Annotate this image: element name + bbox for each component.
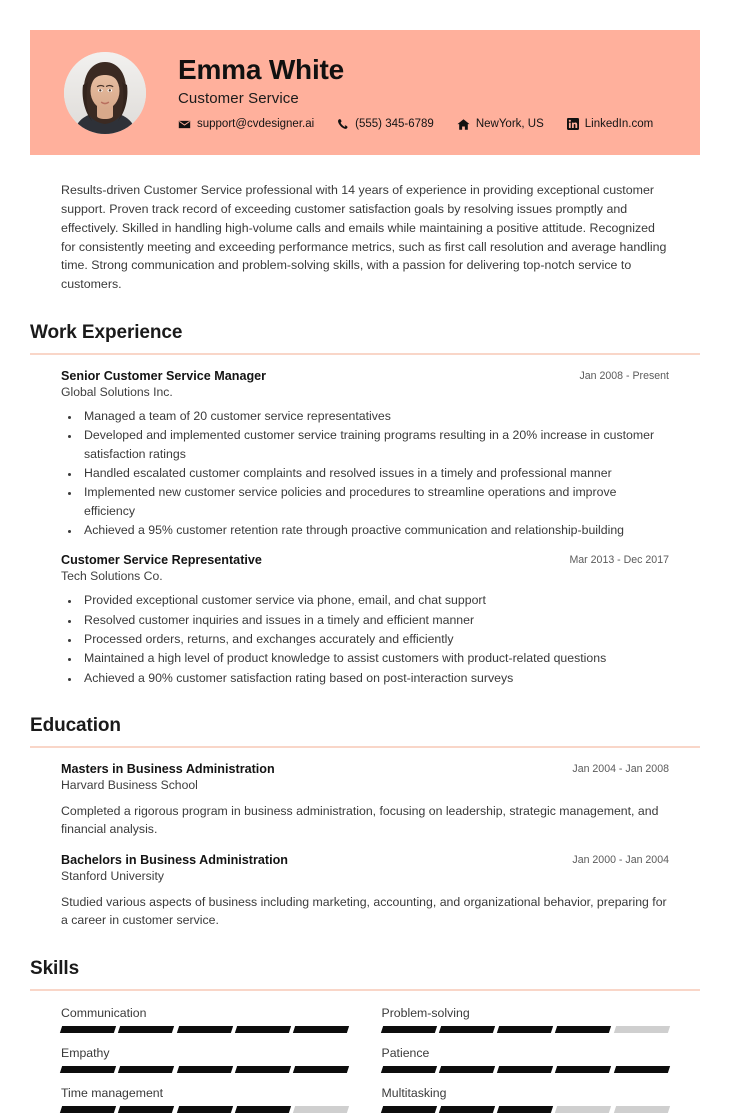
rating-segment [614,1066,671,1073]
rating-segment [555,1066,612,1073]
list-item: • Handled escalated customer complaints and resolved issues in a timely and professional manner [80,464,669,482]
rating-segment [293,1066,350,1073]
contact-phone-label: (555) 345-6789 [355,118,434,131]
work-entry-head [61,369,669,383]
phone-icon [337,118,349,131]
contact-email[interactable] [178,118,314,131]
education-entry-description: Completed a rigorous program in business administration, focusing on leadership, strategic management, and financial analysis. [61,803,659,837]
work-entry-bullets [61,407,669,539]
rating-segment [439,1106,496,1113]
list-item: • Maintained a high level of product knowledge to assist customers with product-related questions [80,649,669,667]
rating-segment [497,1106,554,1113]
rating-segment [555,1106,612,1113]
rating-segment [497,1026,554,1033]
rating-segment [235,1066,292,1073]
job-role-subtitle: Customer Service [178,89,299,107]
home-icon [457,118,470,131]
list-item: • Developed and implemented customer service training programs resulting in a 20% increase in customer satisfaction ratings [80,426,669,463]
section-skills [30,958,700,1113]
work-entry-date: Mar 2013 - Dec 2017 [569,554,669,567]
rating-segment [118,1026,175,1033]
contact-email-label: support@cvdesigner.ai [197,118,315,131]
rating-segment [60,1106,117,1113]
profile-photo-image [64,52,146,134]
section-education [30,715,700,930]
skill-rating [61,1026,349,1033]
section-divider [30,989,700,991]
skill-rating [382,1106,670,1113]
rating-segment [118,1066,175,1073]
skill-name: Communication [61,1005,147,1020]
rating-segment [614,1106,671,1113]
page-title: Emma White [178,54,345,86]
rating-segment [235,1106,292,1113]
section-title-work-experience: Work Experience [30,322,183,344]
rating-segment [118,1106,175,1113]
work-entry-head [61,553,669,567]
skill-item [382,1046,670,1073]
education-entry-organization: Stanford University [61,868,164,883]
rating-segment [176,1106,233,1113]
list-item: • Processed orders, returns, and exchanges accurately and efficiently [80,630,669,648]
professional-summary: Results-driven Customer Service professional with 14 years of experience in providing exceptional customer support. Proven track record of exceeding customer satisfaction goals by resolving issues promptly and effectively. Skilled in handling high-volume calls and emails while maintaining a positive attitude. Recognized for consistently meeting and exceeding performance metrics, such as first call resolution and average handling time. Strong communication and problem-solving skills, with a passion for delivering top-notch service to customers. [61,183,667,292]
rating-segment [380,1066,437,1073]
work-entry [30,553,700,687]
work-entry-organization: Tech Solutions Co. [61,569,163,584]
work-entry-title: Senior Customer Service Manager [61,369,267,384]
education-entry-head [61,762,669,776]
skill-rating [61,1066,349,1073]
section-title-education: Education [30,714,121,736]
rating-segment [380,1106,437,1113]
rating-segment [60,1026,117,1033]
section-divider [30,353,700,355]
list-item: • Implemented new customer service policies and procedures to streamline operations and improve efficiency [80,483,669,520]
skill-item [382,1006,670,1033]
list-item: • Provided exceptional customer service via phone, email, and chat support [80,591,669,609]
skills-grid [30,1006,700,1113]
contact-linkedin[interactable] [567,118,653,130]
rating-segment [380,1026,437,1033]
work-entry-date: Jan 2008 - Present [579,370,669,383]
work-entry-organization: Global Solutions Inc. [61,385,173,400]
skill-name: Problem-solving [381,1005,470,1020]
contact-location[interactable] [457,118,544,131]
skill-item [382,1086,670,1113]
skill-name: Time management [61,1085,164,1100]
linkedin-icon [567,118,579,130]
work-entry [30,369,700,539]
header-text-block [178,54,653,130]
education-entry-head [61,853,669,867]
section-divider [30,746,700,748]
education-entry-date: Jan 2000 - Jan 2004 [572,853,669,866]
education-entry [30,853,700,930]
envelope-icon [178,118,191,131]
skill-name: Empathy [61,1045,110,1060]
skill-item [61,1006,349,1033]
education-entry-date: Jan 2004 - Jan 2008 [572,762,669,775]
skill-rating [382,1066,670,1073]
rating-segment [293,1106,350,1113]
skill-rating [61,1106,349,1113]
resume-page [0,30,730,1100]
rating-segment [497,1066,554,1073]
contact-phone[interactable] [337,118,434,131]
skill-item [61,1086,349,1113]
avatar [64,52,146,134]
education-entry-organization: Harvard Business School [61,777,198,792]
education-entry-title: Masters in Business Administration [61,761,275,776]
list-item: • Achieved a 95% customer retention rate through proactive communication and relationship-building [80,521,669,539]
skill-item [61,1046,349,1073]
work-entry-bullets [61,591,669,687]
rating-segment [439,1026,496,1033]
education-entry-description: Studied various aspects of business including marketing, accounting, and organizational behavior, preparing for a career in customer service. [61,894,667,928]
resume-header [30,30,700,155]
contact-list [178,118,653,131]
rating-segment [60,1066,117,1073]
list-item: • Resolved customer inquiries and issues in a timely and efficient manner [80,611,669,629]
skill-name: Patience [381,1045,430,1060]
section-title-skills: Skills [30,957,80,979]
rating-segment [555,1026,612,1033]
skill-name: Multitasking [381,1085,447,1100]
rating-segment [176,1066,233,1073]
skill-rating [382,1026,670,1033]
rating-segment [614,1026,671,1033]
education-entry [30,762,700,839]
rating-segment [235,1026,292,1033]
list-item: • Managed a team of 20 customer service representatives [80,407,669,425]
resume-body [0,181,730,1113]
work-entry-title: Customer Service Representative [61,553,262,568]
list-item: • Achieved a 90% customer satisfaction rating based on post-interaction surveys [80,669,669,687]
section-work-experience [30,322,700,687]
rating-segment [439,1066,496,1073]
contact-location-label: NewYork, US [475,118,544,131]
rating-segment [293,1026,350,1033]
education-entry-title: Bachelors in Business Administration [61,852,288,867]
rating-segment [176,1026,233,1033]
contact-linkedin-label: LinkedIn.com [584,118,654,131]
